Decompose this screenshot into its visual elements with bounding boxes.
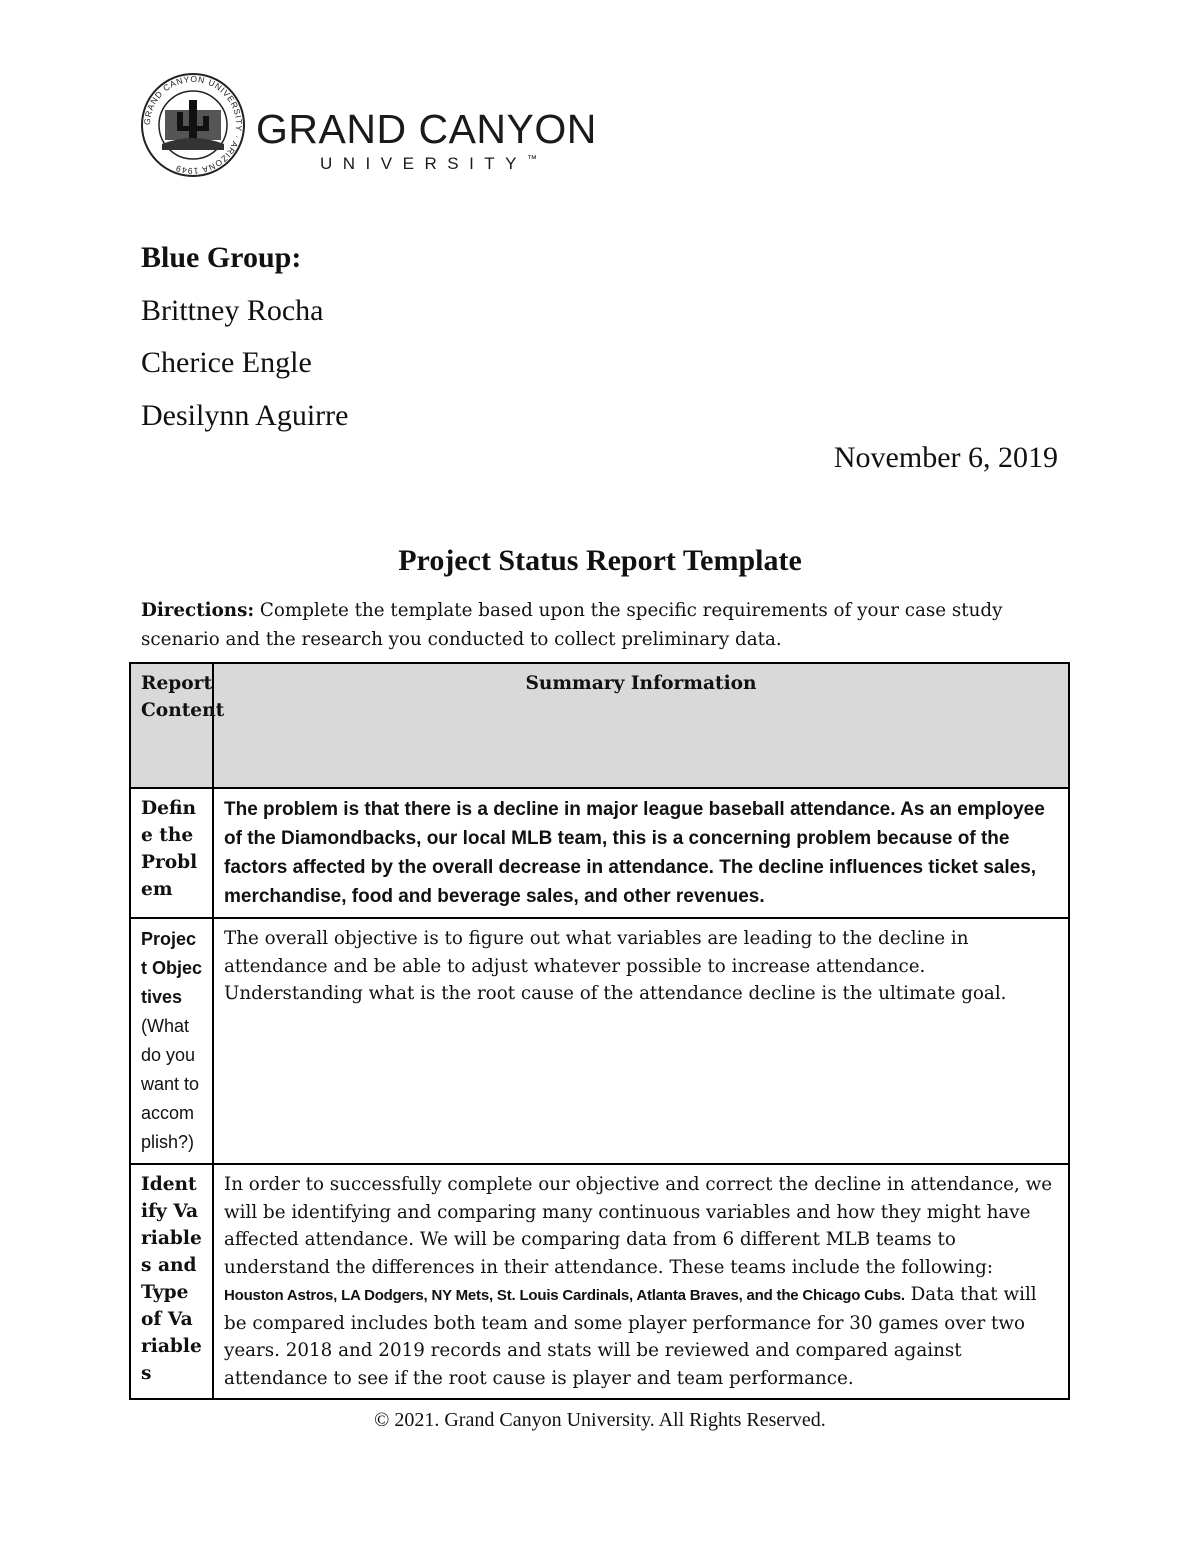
directions: [141, 596, 1061, 654]
row-content-define-problem: The problem is that there is a decline in major league baseball attendance. As an employee of the Diamondbacks, our local MLB team, this is a concerning problem because of the factors affected by the overall decrease in attendance. The decline influences ticket sales, merchandise, food and beverage sales, and other revenues.: [213, 788, 1069, 918]
teams-list: Houston Astros, LA Dodgers, NY Mets, St. Louis Cardinals, Atlanta Braves, and the Chicago Cubs.: [224, 1287, 905, 1304]
group-member: Brittney Rocha: [141, 293, 324, 327]
trademark: ™: [527, 154, 538, 165]
row-label-project-objectives: Project Objectives (What do you want to accomplish?): [130, 918, 213, 1164]
university-seal-icon: [140, 72, 246, 178]
row-content-project-objectives: The overall objective is to figure out what variables are leading to the decline in attendance and be able to adjust whatever possible to increase attendance. Understanding what is the root cause of the attendance decline is the ultimate goal.: [213, 918, 1069, 1164]
directions-text: Complete the template based upon the specific requirements of your case study scenario and the research you conducted to collect preliminary data.: [141, 600, 1003, 650]
table-row: [130, 788, 1069, 918]
report-date: November 6, 2019: [833, 441, 1058, 474]
row-label-define-problem: Define the Problem: [130, 788, 213, 918]
directions-label: Directions:: [141, 600, 255, 621]
copyright-footer: © 2021. Grand Canyon University. All Rights Reserved.: [374, 1409, 826, 1431]
table-row: [130, 1164, 1069, 1399]
page-title: Project Status Report Template: [398, 544, 802, 577]
row-label-identify-variables: Identify Variables and Type of Variables: [130, 1164, 213, 1399]
table-header-row: [130, 663, 1069, 788]
report-table: [129, 662, 1070, 1400]
group-member: Desilynn Aguirre: [141, 398, 349, 432]
university-logo: [140, 72, 620, 182]
brand-subtitle: UNIVERSITY™: [320, 154, 538, 173]
header-summary-information: Summary Information: [213, 663, 1069, 788]
brand-name: GRAND CANYON: [256, 106, 597, 152]
group-block: [141, 232, 348, 442]
group-heading: Blue Group:: [141, 241, 302, 274]
group-member: Cherice Engle: [141, 346, 312, 379]
seal-text: GRAND CANYON UNIVERSITY · ARIZONA 1949: [141, 73, 245, 177]
header-report-content: Report Content: [130, 663, 213, 788]
table-row: [130, 918, 1069, 1164]
row-content-identify-variables: In order to successfully complete our objective and correct the decline in attendance, we will be identifying and comparing many continuous variables and how they might have affected attendance. We will be comparing data from 6 different MLB teams to understand the differences in their attendance. These teams include the following: Houston Astros, LA Dodgers, NY Mets, St. Louis Cardinals, Atlanta Braves, and the Chicago Cubs. Data that will be compared includes both team and some player performance for 30 games over two years. 2018 and 2019 records and stats will be reviewed and compared against attendance to see if the root cause is player and team performance.: [213, 1164, 1069, 1399]
